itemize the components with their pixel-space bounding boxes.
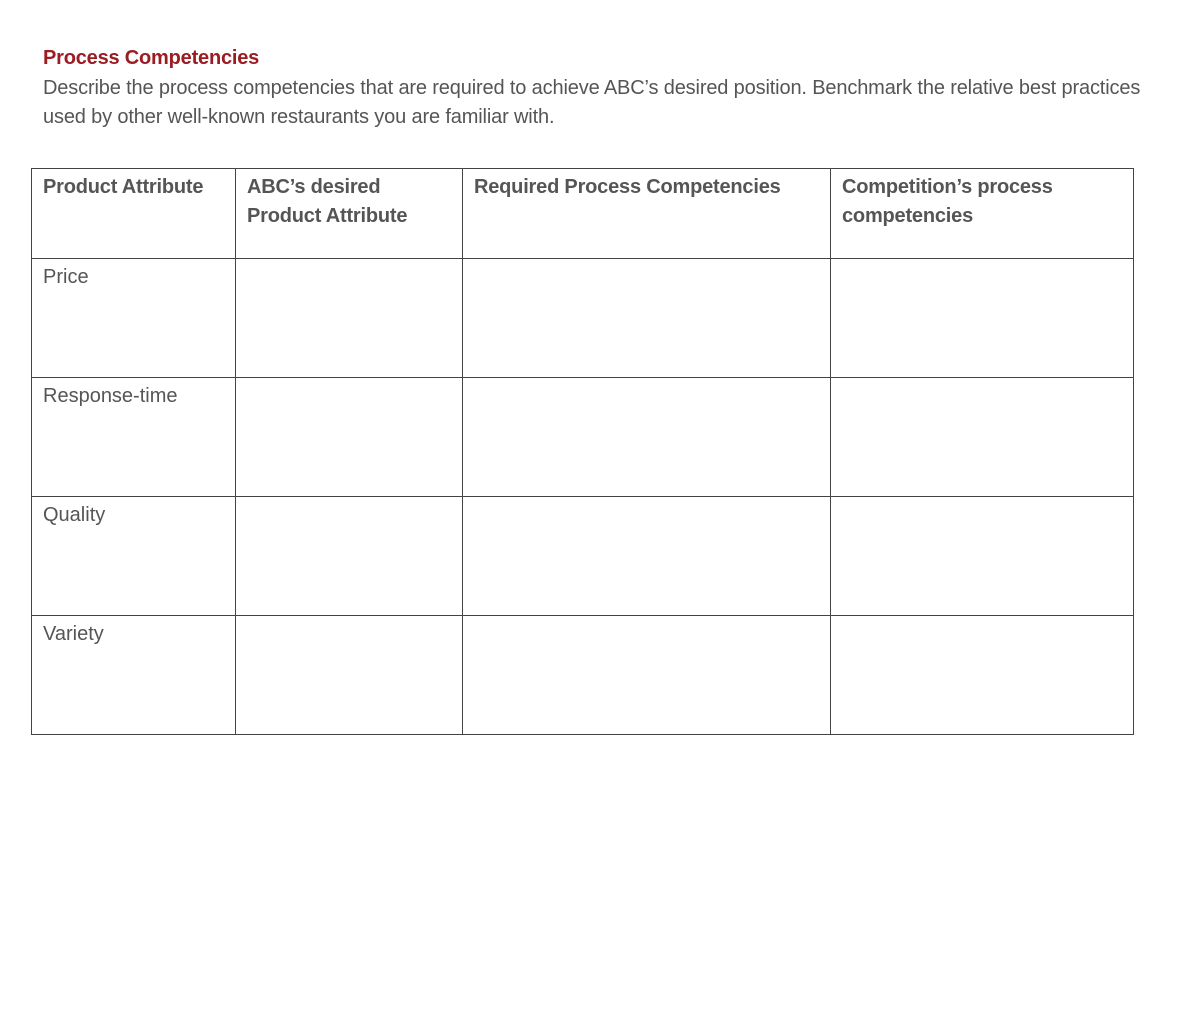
section-title: Process Competencies — [43, 47, 260, 69]
cell-variety-competition[interactable] — [831, 616, 1134, 735]
cell-variety-desired[interactable] — [236, 616, 463, 735]
cell-price-desired[interactable] — [236, 259, 463, 378]
cell-response-time-required[interactable] — [463, 378, 831, 497]
row-label-quality: Quality — [32, 497, 236, 616]
cell-quality-desired[interactable] — [236, 497, 463, 616]
column-header-product-attribute: Product Attribute — [32, 169, 236, 259]
process-competencies-table — [31, 168, 1134, 735]
cell-quality-competition[interactable] — [831, 497, 1134, 616]
cell-variety-required[interactable] — [463, 616, 831, 735]
cell-response-time-competition[interactable] — [831, 378, 1134, 497]
table-row — [32, 378, 1134, 497]
row-label-response-time: Response-time — [32, 378, 236, 497]
column-header-desired-attribute: ABC’s desired Product Attribute — [236, 169, 463, 259]
section-description: Describe the process competencies that are required to achieve ABC’s desired position. Benchmark the relative best practices used by other well-known restaurants you are familiar with. — [43, 77, 1141, 128]
cell-price-required[interactable] — [463, 259, 831, 378]
column-header-required-competencies: Required Process Competencies — [463, 169, 831, 259]
cell-response-time-desired[interactable] — [236, 378, 463, 497]
table-row — [32, 259, 1134, 378]
column-header-competition-competencies: Competition’s process competencies — [831, 169, 1134, 259]
table-row — [32, 497, 1134, 616]
cell-price-competition[interactable] — [831, 259, 1134, 378]
cell-quality-required[interactable] — [463, 497, 831, 616]
row-label-variety: Variety — [32, 616, 236, 735]
row-label-price: Price — [32, 259, 236, 378]
table-row — [32, 616, 1134, 735]
table-header-row — [32, 169, 1134, 259]
heading-block — [43, 44, 1143, 132]
